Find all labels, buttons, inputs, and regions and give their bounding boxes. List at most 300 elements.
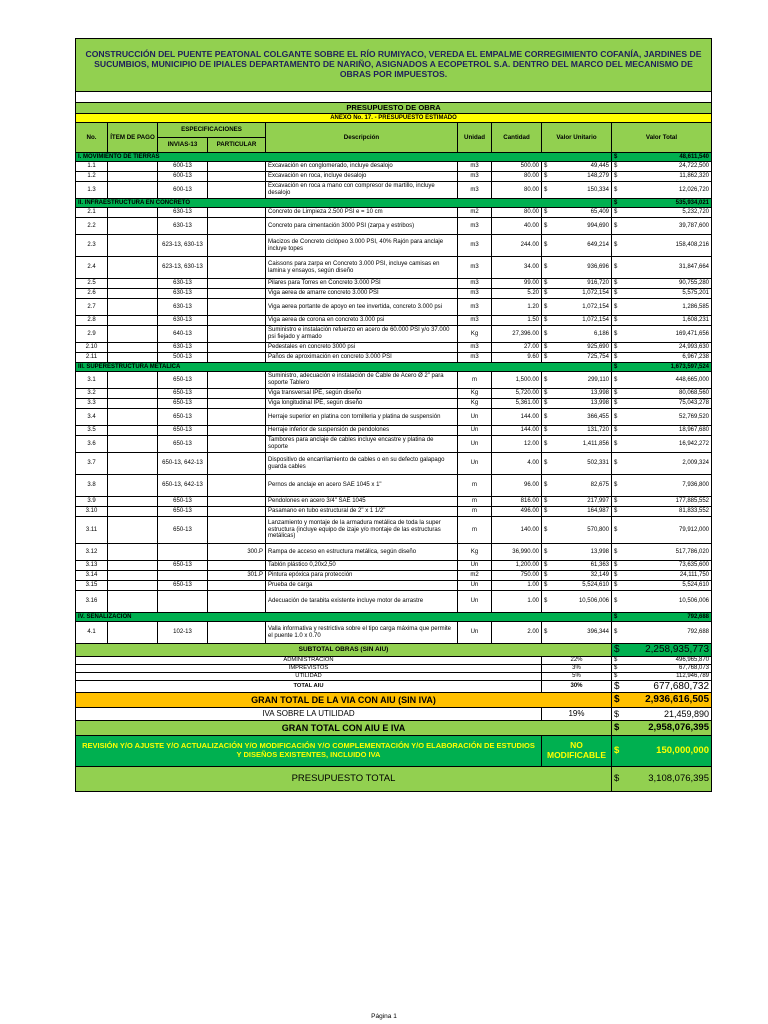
- table-row: [76, 591, 712, 613]
- table-row: [76, 279, 712, 289]
- grand-total-aiu-value: $ 2,936,616,505: [612, 693, 712, 708]
- item-unit: m3: [458, 235, 492, 257]
- aiu-utilidad-pct: 5%: [542, 672, 612, 680]
- aiu-admin-label: ADMINISTRACIÓN: [76, 656, 542, 664]
- item-total-value: $ 2,009,324: [612, 453, 712, 475]
- item-invias: 650-13: [158, 497, 208, 507]
- item-quantity: 750.00: [492, 571, 542, 581]
- item-unit: m: [458, 497, 492, 507]
- item-unit-value: $ 925,690: [542, 343, 612, 353]
- item-description: Rampa de acceso en estructura metálica, según diseño: [266, 544, 458, 561]
- item-no: 2.4: [76, 257, 108, 279]
- item-unit-value: $ 366,455: [542, 409, 612, 426]
- item-description: Viga aerea portante de apoyo en tee invertida, concreto 3.000 psi: [266, 299, 458, 316]
- header-invias: INVIAS-13: [158, 138, 208, 153]
- item-description: Concreto para cimentación 3000 PSI (zarpa y estribos): [266, 218, 458, 235]
- aiu-imprevistos-pct: 3%: [542, 664, 612, 672]
- table-row: [76, 235, 712, 257]
- item-description: Viga longitudinal IPE, según diseño: [266, 399, 458, 409]
- item-total-value: $ 31,847,664: [612, 257, 712, 279]
- item-unit: m3: [458, 257, 492, 279]
- item-unit: Un: [458, 426, 492, 436]
- item-unit: Un: [458, 409, 492, 426]
- item-unit-value: $ 164,987: [542, 507, 612, 517]
- aiu-imprevistos-label: IMPREVISTOS: [76, 664, 542, 672]
- item-unit-value: $ 502,331: [542, 453, 612, 475]
- item-quantity: 36,990.00: [492, 544, 542, 561]
- item-invias: 630-13: [158, 316, 208, 326]
- item-no: 3.13: [76, 561, 108, 571]
- item-unit-value: $ 10,506,006: [542, 591, 612, 613]
- table-row: [76, 326, 712, 343]
- item-quantity: 5.20: [492, 289, 542, 299]
- item-invias: [158, 571, 208, 581]
- item-total-value: $ 1,608,231: [612, 316, 712, 326]
- item-pay: [108, 436, 158, 453]
- item-invias: 650-13: [158, 436, 208, 453]
- item-total-value: $ 10,506,006: [612, 591, 712, 613]
- budget-items: [76, 153, 712, 644]
- item-unit: m: [458, 507, 492, 517]
- header-unit: Unidad: [458, 123, 492, 153]
- item-description: Suministro e instalación refuerzo en acero de 60.000 PSI y/o 37.000 psi fiejado y armado: [266, 326, 458, 343]
- item-particular: [208, 517, 266, 544]
- item-unit: Un: [458, 436, 492, 453]
- item-unit-value: $ 916,720: [542, 279, 612, 289]
- item-quantity: 2.00: [492, 622, 542, 644]
- item-unit: m: [458, 372, 492, 389]
- item-quantity: 144.00: [492, 426, 542, 436]
- item-unit-value: $ 13,998: [542, 389, 612, 399]
- table-row: [76, 399, 712, 409]
- item-pay: [108, 279, 158, 289]
- table-row: [76, 353, 712, 363]
- item-description: Pilares para Torres en Concreto 3.000 PSI: [266, 279, 458, 289]
- subtotal-value: $ 2,258,935,773: [612, 644, 712, 657]
- item-unit: m3: [458, 353, 492, 363]
- item-unit-value: $ 32,149: [542, 571, 612, 581]
- table-row: [76, 299, 712, 316]
- item-particular: [208, 591, 266, 613]
- item-unit: Kg: [458, 326, 492, 343]
- item-total-value: $ 177,885,552: [612, 497, 712, 507]
- item-no: 4.1: [76, 622, 108, 644]
- item-quantity: 1.00: [492, 591, 542, 613]
- table-row: [76, 208, 712, 218]
- item-no: 3.2: [76, 389, 108, 399]
- section-row: [76, 153, 712, 162]
- item-unit-value: $ 65,409: [542, 208, 612, 218]
- item-invias: 500-13: [158, 353, 208, 363]
- item-no: 2.1: [76, 208, 108, 218]
- item-total-value: $ 7,936,800: [612, 475, 712, 497]
- item-quantity: 27.00: [492, 343, 542, 353]
- item-unit: Un: [458, 622, 492, 644]
- table-row: [76, 218, 712, 235]
- item-no: 3.9: [76, 497, 108, 507]
- item-particular: [208, 182, 266, 199]
- item-no: 1.3: [76, 182, 108, 199]
- table-row: [76, 257, 712, 279]
- table-row: [76, 544, 712, 561]
- table-row: [76, 162, 712, 172]
- item-unit-value: $ 1,072,154: [542, 299, 612, 316]
- summary-block: [76, 644, 712, 792]
- table-row: [76, 409, 712, 426]
- item-no: 2.3: [76, 235, 108, 257]
- item-total-value: $ 24,722,500: [612, 162, 712, 172]
- header-desc: Descripción: [266, 123, 458, 153]
- item-description: Viga aerea de corona en concreto 3.000 psi: [266, 316, 458, 326]
- item-no: 2.6: [76, 289, 108, 299]
- item-invias: 650-13: [158, 372, 208, 389]
- item-total-value: $ 6,967,238: [612, 353, 712, 363]
- table-row: [76, 389, 712, 399]
- item-description: Herraje superior en platina con tornilleria y platina de suspensión: [266, 409, 458, 426]
- section-row: [76, 363, 712, 372]
- item-no: 3.7: [76, 453, 108, 475]
- item-pay: [108, 218, 158, 235]
- item-particular: [208, 622, 266, 644]
- item-total-value: $ 158,408,216: [612, 235, 712, 257]
- item-invias: 650-13: [158, 409, 208, 426]
- item-particular: [208, 235, 266, 257]
- budget-table: [75, 38, 712, 792]
- item-quantity: 27,396.00: [492, 326, 542, 343]
- item-description: Pedestales en concreto 3000 psi: [266, 343, 458, 353]
- item-quantity: 99.00: [492, 279, 542, 289]
- item-total-value: $ 18,967,680: [612, 426, 712, 436]
- item-description: Macizos de Concreto ciclópeo 3.000 PSI, 40% Rajón para anclaje incluye topes: [266, 235, 458, 257]
- item-unit: m2: [458, 571, 492, 581]
- item-total-value: $ 1,286,585: [612, 299, 712, 316]
- project-title: CONSTRUCCIÓN DEL PUENTE PEATONAL COLGANTE SOBRE EL RÍO RUMIYACO, VEREDA EL EMPALME CORREGIMIENTO COFANÍA, JARDINES DE SUCUMBIOS, MUNICIPIO DE IPIALES DEPARTAMENTO DE NARIÑO, ASIGNADOS A ECOPETROL S.A. DENTRO DEL MARCO DEL MECANISMO DE OBRAS POR IMPUESTOS.: [76, 39, 712, 92]
- item-total-value: $ 24,993,630: [612, 343, 712, 353]
- item-unit: Un: [458, 591, 492, 613]
- item-description: Adecuación de tarabita existente incluye motor de arrastre: [266, 591, 458, 613]
- table-row: [76, 561, 712, 571]
- item-invias: 650-13, 642-13: [158, 475, 208, 497]
- item-unit: m3: [458, 182, 492, 199]
- total-budget-label: PRESUPUESTO TOTAL: [76, 767, 612, 792]
- item-total-value: $ 79,912,000: [612, 517, 712, 544]
- item-invias: [158, 544, 208, 561]
- item-total-value: $ 5,524,610: [612, 581, 712, 591]
- item-total-value: $ 73,635,600: [612, 561, 712, 571]
- item-no: 2.9: [76, 326, 108, 343]
- item-particular: [208, 343, 266, 353]
- item-pay: [108, 343, 158, 353]
- item-unit-value: $ 725,754: [542, 353, 612, 363]
- item-pay: [108, 162, 158, 172]
- item-invias: 630-13: [158, 218, 208, 235]
- item-quantity: 5,720.00: [492, 389, 542, 399]
- item-quantity: 1,500.00: [492, 372, 542, 389]
- aiu-total-pct: 30%: [542, 680, 612, 693]
- item-pay: [108, 581, 158, 591]
- item-invias: 650-13: [158, 426, 208, 436]
- item-quantity: 4.00: [492, 453, 542, 475]
- item-description: Excavación en roca, incluye desalojo: [266, 172, 458, 182]
- item-no: 3.5: [76, 426, 108, 436]
- review-status: NO MODIFICABLE: [542, 736, 612, 767]
- item-pay: [108, 475, 158, 497]
- item-no: 3.11: [76, 517, 108, 544]
- item-particular: [208, 326, 266, 343]
- section-total: $ 792,688: [612, 613, 712, 622]
- iva-label: IVA SOBRE LA UTILIDAD: [76, 708, 542, 721]
- item-particular: [208, 409, 266, 426]
- aiu-admin-value: $ 496,965,870: [612, 656, 712, 664]
- spacer-row: [76, 92, 712, 103]
- table-row: [76, 426, 712, 436]
- item-invias: 600-13: [158, 162, 208, 172]
- item-particular: [208, 162, 266, 172]
- grand-total-iva-value: $ 2,958,076,395: [612, 721, 712, 736]
- item-no: 2.11: [76, 353, 108, 363]
- item-invias: 650-13: [158, 389, 208, 399]
- item-pay: [108, 622, 158, 644]
- section-label: III. SUPERESTRUCTURA METALICA: [76, 363, 612, 372]
- item-description: Tablón plástico 0,20x2,50: [266, 561, 458, 571]
- item-quantity: 816.00: [492, 497, 542, 507]
- item-description: Herraje inferior de suspensión de pendolones: [266, 426, 458, 436]
- item-pay: [108, 517, 158, 544]
- item-unit-value: $ 6,186: [542, 326, 612, 343]
- item-description: Pendolones en acero 3/4" SAE 1045: [266, 497, 458, 507]
- table-row: [76, 316, 712, 326]
- item-unit-value: $ 570,800: [542, 517, 612, 544]
- table-row: [76, 507, 712, 517]
- item-invias: 650-13: [158, 517, 208, 544]
- item-unit: Kg: [458, 389, 492, 399]
- item-quantity: 500.00: [492, 162, 542, 172]
- item-unit-value: $ 1,411,856: [542, 436, 612, 453]
- item-unit-value: $ 217,997: [542, 497, 612, 507]
- table-row: [76, 581, 712, 591]
- item-description: Pasamano en tubo estructural de 2" x 1 1/2": [266, 507, 458, 517]
- page-footer: Página 1: [371, 1013, 397, 1020]
- item-total-value: $ 90,755,280: [612, 279, 712, 289]
- total-budget-value: $ 3,108,076,395: [612, 767, 712, 792]
- item-invias: 650-13: [158, 399, 208, 409]
- item-quantity: 12.00: [492, 436, 542, 453]
- item-no: 3.12: [76, 544, 108, 561]
- aiu-utilidad-value: $ 112,946,789: [612, 672, 712, 680]
- item-particular: [208, 389, 266, 399]
- item-description: Dispositivo de encarrilamiento de cables o en su defecto galapago guarda cables: [266, 453, 458, 475]
- item-invias: 630-13: [158, 299, 208, 316]
- item-unit: Un: [458, 561, 492, 571]
- item-unit-value: $ 649,214: [542, 235, 612, 257]
- item-pay: [108, 561, 158, 571]
- item-total-value: $ 517,786,020: [612, 544, 712, 561]
- item-quantity: 9.60: [492, 353, 542, 363]
- item-quantity: 5,361.00: [492, 399, 542, 409]
- item-unit-value: $ 150,334: [542, 182, 612, 199]
- iva-pct: 19%: [542, 708, 612, 721]
- header-unit-value: Valor Unitario: [542, 123, 612, 153]
- aiu-utilidad-label: UTILIDAD: [76, 672, 542, 680]
- item-invias: 640-13: [158, 326, 208, 343]
- grand-total-aiu-label: GRAN TOTAL DE LA VIA CON AIU (SIN IVA): [76, 693, 612, 708]
- item-invias: 623-13, 630-13: [158, 235, 208, 257]
- item-quantity: 496.00: [492, 507, 542, 517]
- item-unit: Un: [458, 453, 492, 475]
- table-row: [76, 497, 712, 507]
- grand-total-iva-label: GRAN TOTAL CON AIU E IVA: [76, 721, 612, 736]
- item-total-value: $ 792,688: [612, 622, 712, 644]
- item-particular: [208, 299, 266, 316]
- item-unit-value: $ 13,998: [542, 544, 612, 561]
- item-invias: 623-13, 630-13: [158, 257, 208, 279]
- table-row: [76, 343, 712, 353]
- item-unit-value: $ 994,690: [542, 218, 612, 235]
- aiu-total-label: TOTAL AIU: [76, 680, 542, 693]
- item-pay: [108, 208, 158, 218]
- item-unit: m: [458, 517, 492, 544]
- item-invias: 102-13: [158, 622, 208, 644]
- item-particular: 301.P: [208, 571, 266, 581]
- item-pay: [108, 257, 158, 279]
- item-quantity: 80.00: [492, 208, 542, 218]
- item-quantity: 144.00: [492, 409, 542, 426]
- item-total-value: $ 52,769,520: [612, 409, 712, 426]
- item-invias: 630-13: [158, 208, 208, 218]
- item-pay: [108, 299, 158, 316]
- item-total-value: $ 5,575,201: [612, 289, 712, 299]
- item-quantity: 1.00: [492, 581, 542, 591]
- section-total: $ 535,934,021: [612, 199, 712, 208]
- item-particular: [208, 172, 266, 182]
- item-invias: 600-13: [158, 182, 208, 199]
- item-pay: [108, 353, 158, 363]
- item-unit: Un: [458, 581, 492, 591]
- item-description: Pintura epóxica para protección: [266, 571, 458, 581]
- item-quantity: 34.00: [492, 257, 542, 279]
- item-invias: 650-13: [158, 561, 208, 571]
- iva-value: $ 21,459,890: [612, 708, 712, 721]
- item-no: 2.10: [76, 343, 108, 353]
- item-quantity: 1,200.00: [492, 561, 542, 571]
- item-invias: 630-13: [158, 279, 208, 289]
- item-pay: [108, 289, 158, 299]
- item-invias: 630-13: [158, 343, 208, 353]
- item-pay: [108, 571, 158, 581]
- item-particular: [208, 426, 266, 436]
- item-description: Excavación en roca a mano con compresor de martillo, incluye desalojo: [266, 182, 458, 199]
- item-unit: m3: [458, 172, 492, 182]
- item-unit: m3: [458, 218, 492, 235]
- item-no: 3.15: [76, 581, 108, 591]
- item-pay: [108, 544, 158, 561]
- item-description: Excavación en conglomerado, incluye desalojo: [266, 162, 458, 172]
- item-particular: [208, 316, 266, 326]
- table-row: [76, 182, 712, 199]
- item-total-value: $ 448,665,000: [612, 372, 712, 389]
- item-unit: m2: [458, 208, 492, 218]
- item-particular: [208, 475, 266, 497]
- section-total: $ 48,611,540: [612, 153, 712, 162]
- item-unit-value: $ 299,110: [542, 372, 612, 389]
- item-pay: [108, 326, 158, 343]
- item-quantity: 80.00: [492, 172, 542, 182]
- item-total-value: $ 75,043,278: [612, 399, 712, 409]
- item-pay: [108, 497, 158, 507]
- item-no: 3.16: [76, 591, 108, 613]
- item-unit: m3: [458, 162, 492, 172]
- item-particular: [208, 372, 266, 389]
- item-particular: [208, 208, 266, 218]
- item-unit-value: $ 49,445: [542, 162, 612, 172]
- item-total-value: $ 24,111,750: [612, 571, 712, 581]
- item-no: 2.5: [76, 279, 108, 289]
- budget-title: PRESUPUESTO DE OBRA: [76, 103, 712, 114]
- item-no: 3.3: [76, 399, 108, 409]
- table-row: [76, 622, 712, 644]
- item-pay: [108, 409, 158, 426]
- item-particular: [208, 289, 266, 299]
- item-total-value: $ 169,471,656: [612, 326, 712, 343]
- item-description: Caissons para zarpa en Concreto 3.000 PSI, incluye camisas en lamina y ensayos, según diseño: [266, 257, 458, 279]
- item-no: 3.14: [76, 571, 108, 581]
- item-invias: 650-13: [158, 507, 208, 517]
- item-no: 3.6: [76, 436, 108, 453]
- item-particular: [208, 581, 266, 591]
- review-label: REVISIÓN Y/O AJUSTE Y/O ACTUALIZACIÓN Y/O MODIFICACIÓN Y/O COMPLEMENTACIÓN Y/O ELABORACIÓN DE ESTUDIOS Y DISEÑOS EXISTENTES, INCLUIDO IVA: [76, 736, 542, 767]
- section-row: [76, 199, 712, 208]
- item-unit-value: $ 1,072,154: [542, 316, 612, 326]
- aiu-admin-pct: 22%: [542, 656, 612, 664]
- table-row: [76, 436, 712, 453]
- item-unit: m3: [458, 316, 492, 326]
- item-total-value: $ 11,862,320: [612, 172, 712, 182]
- header-total: Valor Total: [612, 123, 712, 153]
- item-invias: [158, 591, 208, 613]
- header-item: ÍTEM DE PAGO: [108, 123, 158, 153]
- item-unit-value: $ 131,720: [542, 426, 612, 436]
- item-particular: [208, 257, 266, 279]
- item-particular: [208, 507, 266, 517]
- item-description: Lanzamiento y montaje de la armadura metálica de toda la super estructura (incluye equipo de izaje y/o montaje de las estructuras metálicas): [266, 517, 458, 544]
- table-row: [76, 172, 712, 182]
- item-particular: [208, 279, 266, 289]
- item-no: 3.4: [76, 409, 108, 426]
- item-quantity: 96.00: [492, 475, 542, 497]
- item-unit: m3: [458, 343, 492, 353]
- aiu-imprevistos-value: $ 67,768,073: [612, 664, 712, 672]
- table-row: [76, 289, 712, 299]
- table-row: [76, 517, 712, 544]
- item-unit-value: $ 13,998: [542, 399, 612, 409]
- item-pay: [108, 591, 158, 613]
- item-description: Suministro, adecuación e instalación de Cable de Acero Ø 2" para soporte Tablero: [266, 372, 458, 389]
- item-unit: Kg: [458, 399, 492, 409]
- header-spec: ESPECIFICACIONES: [158, 123, 266, 138]
- section-label: IV. SEÑALIZACION: [76, 613, 612, 622]
- item-invias: 630-13: [158, 289, 208, 299]
- item-pay: [108, 235, 158, 257]
- item-total-value: $ 81,833,552: [612, 507, 712, 517]
- item-no: 3.1: [76, 372, 108, 389]
- item-invias: 650-13, 642-13: [158, 453, 208, 475]
- item-total-value: $ 12,026,720: [612, 182, 712, 199]
- item-no: 2.7: [76, 299, 108, 316]
- item-description: Viga transversal IPE, según diseño: [266, 389, 458, 399]
- item-unit-value: $ 5,524,610: [542, 581, 612, 591]
- item-no: 3.8: [76, 475, 108, 497]
- table-row: [76, 475, 712, 497]
